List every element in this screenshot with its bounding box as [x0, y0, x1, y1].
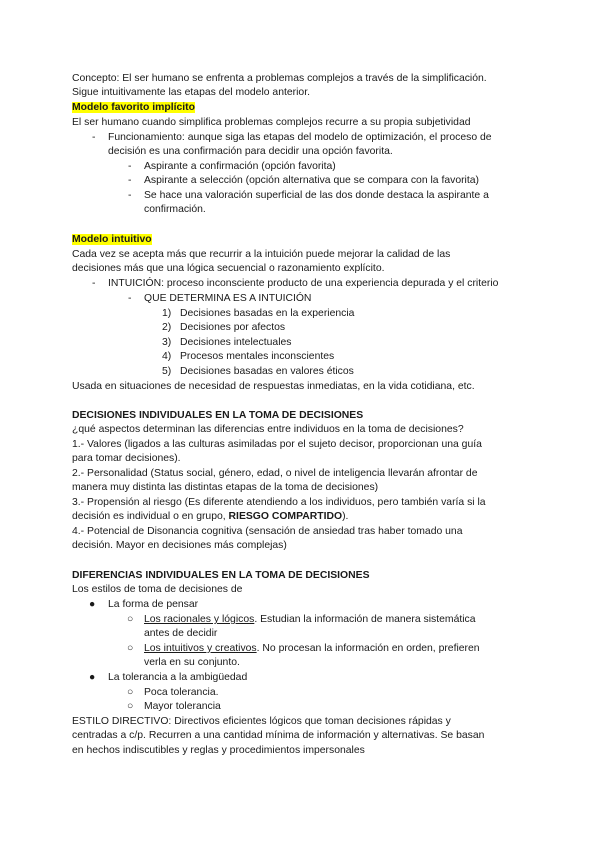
tolerance-low: Poca tolerancia.	[144, 687, 219, 698]
list-number: 4)	[162, 351, 172, 362]
bullet-way-of-thinking: La forma de pensar	[108, 599, 199, 610]
list-item: Decisiones basadas en la experiencia	[180, 308, 355, 319]
list-number: 3)	[162, 337, 172, 348]
determines-heading: QUE DETERMINA ES A INTUICIÓN	[144, 293, 312, 304]
list-item: Decisiones intelectuales	[180, 337, 292, 348]
implicit-intro: El ser humano cuando simplifica problemas complejos recurre a su propia subjetividad	[72, 117, 471, 128]
directive-style-line-3: en hechos indiscutibles y reglas y procedimientos impersonales	[72, 745, 365, 756]
point-4-line-2: decisión. Mayor en decisiones más complejas)	[72, 540, 287, 551]
bullet-circle-icon: ○	[127, 614, 134, 625]
list-item: Decisiones basadas en valores éticos	[180, 366, 354, 377]
intuitive-intro-line-1: Cada vez se acepta más que recurrir a la intuición puede mejorar la calidad de las	[72, 249, 451, 260]
sub-item-3-line-2: confirmación.	[144, 204, 206, 215]
list-number: 5)	[162, 366, 172, 377]
dash-marker: -	[128, 293, 132, 304]
rational-label: Los racionales y lógicos	[144, 614, 255, 625]
sub-item-3-line-1: Se hace una valoración superficial de las dos donde destaca la aspirante a	[144, 190, 489, 201]
dash-marker: -	[128, 161, 132, 172]
list-number: 1)	[162, 308, 172, 319]
point-2-line-1: 2.- Personalidad (Status social, género, edad, o nivel de inteligencia llevarán afrontar de	[72, 468, 478, 479]
rational-line-2: antes de decidir	[144, 628, 218, 639]
shared-risk-bold: RIESGO COMPARTIDO	[228, 511, 343, 522]
intuitive-line-1	[144, 642, 480, 655]
point-3-line-1: 3.- Propensión al riesgo (Es diferente atendiendo a los individuos, pero también varía si la	[72, 497, 486, 508]
usage-text: Usada en situaciones de necesidad de respuestas inmediatas, en la vida cotidiana, etc.	[72, 381, 475, 392]
rational-description: . Estudian la información de manera sistemática	[254, 614, 476, 625]
list-number: 2)	[162, 322, 172, 333]
point-3-close: ).	[342, 511, 349, 522]
tolerance-high: Mayor tolerancia	[144, 701, 221, 712]
list-item: Procesos mentales inconscientes	[180, 351, 335, 362]
intuitive-description: . No procesan la información en orden, prefieren	[256, 643, 480, 654]
rational-line-1	[144, 613, 476, 626]
intuition-definition: INTUICIÓN: proceso inconsciente producto de una experiencia depurada y el criterio	[108, 278, 499, 289]
point-1-line-1: 1.- Valores (ligados a las culturas asimiladas por el sujeto decisor, proporcionan una guía	[72, 439, 482, 450]
intuitive-line-2: verla en su conjunto.	[144, 657, 240, 668]
bullet-ambiguity-tolerance: La tolerancia a la ambigüedad	[108, 672, 248, 683]
point-4-line-1: 4.- Potencial de Disonancia cognitiva (sensación de ansiedad tras haber tomado una	[72, 526, 463, 537]
bullet-disc-icon: ●	[89, 672, 96, 683]
point-3-text: decisión es individual o en grupo,	[72, 511, 229, 522]
sub-item-1: Aspirante a confirmación (opción favorita)	[144, 161, 336, 172]
section-heading-individual-decisions: DECISIONES INDIVIDUALES EN LA TOMA DE DECISIONES	[72, 410, 364, 421]
heading-intuitive-model: Modelo intuitivo	[72, 234, 152, 245]
concept-line-1: Concepto: El ser humano se enfrenta a problemas complejos a través de la simplificación.	[72, 73, 487, 84]
heading-intuitive-wrap	[72, 233, 152, 246]
concept-line-2: Sigue intuitivamente las etapas del modelo anterior.	[72, 87, 310, 98]
sub-item-2: Aspirante a selección (opción alternativa que se compara con la favorita)	[144, 175, 479, 186]
functioning-line-1: Funcionamiento: aunque siga las etapas del modelo de optimización, el proceso de	[108, 132, 492, 143]
heading-implicit-model: Modelo favorito implícito	[72, 102, 195, 113]
section-question: ¿qué aspectos determinan las diferencias entre individuos en la toma de decisiones?	[72, 424, 464, 435]
directive-style-line-2: centradas a c/p. Recurren a una cantidad mínima de información y alternativas. Se basan	[72, 730, 485, 741]
dash-marker: -	[92, 132, 96, 143]
styles-intro: Los estilos de toma de decisiones de	[72, 584, 243, 595]
section-heading-individual-differences: DIFERENCIAS INDIVIDUALES EN LA TOMA DE DECISIONES	[72, 570, 370, 581]
dash-marker: -	[128, 175, 132, 186]
functioning-line-2: decisión es una confirmación para decidir una opción favorita.	[108, 146, 393, 157]
bullet-circle-icon: ○	[127, 701, 134, 712]
list-item: Decisiones por afectos	[180, 322, 286, 333]
intuitive-intro-line-2: decisiones más que una lógica secuencial o razonamiento explícito.	[72, 263, 385, 274]
bullet-disc-icon: ●	[89, 599, 96, 610]
bullet-circle-icon: ○	[127, 643, 134, 654]
point-2-line-2: manera muy distinta las distintas etapas de la toma de decisiones)	[72, 482, 379, 493]
point-1-line-2: para tomar decisiones).	[72, 453, 181, 464]
point-3-line-2	[72, 510, 348, 523]
intuitive-label: Los intuitivos y creativos	[144, 643, 257, 654]
dash-marker: -	[92, 278, 96, 289]
heading-implicit-wrap	[72, 101, 195, 114]
bullet-circle-icon: ○	[127, 687, 134, 698]
dash-marker: -	[128, 190, 132, 201]
directive-style-line-1: ESTILO DIRECTIVO: Directivos eficientes lógicos que toman decisiones rápidas y	[72, 716, 451, 727]
